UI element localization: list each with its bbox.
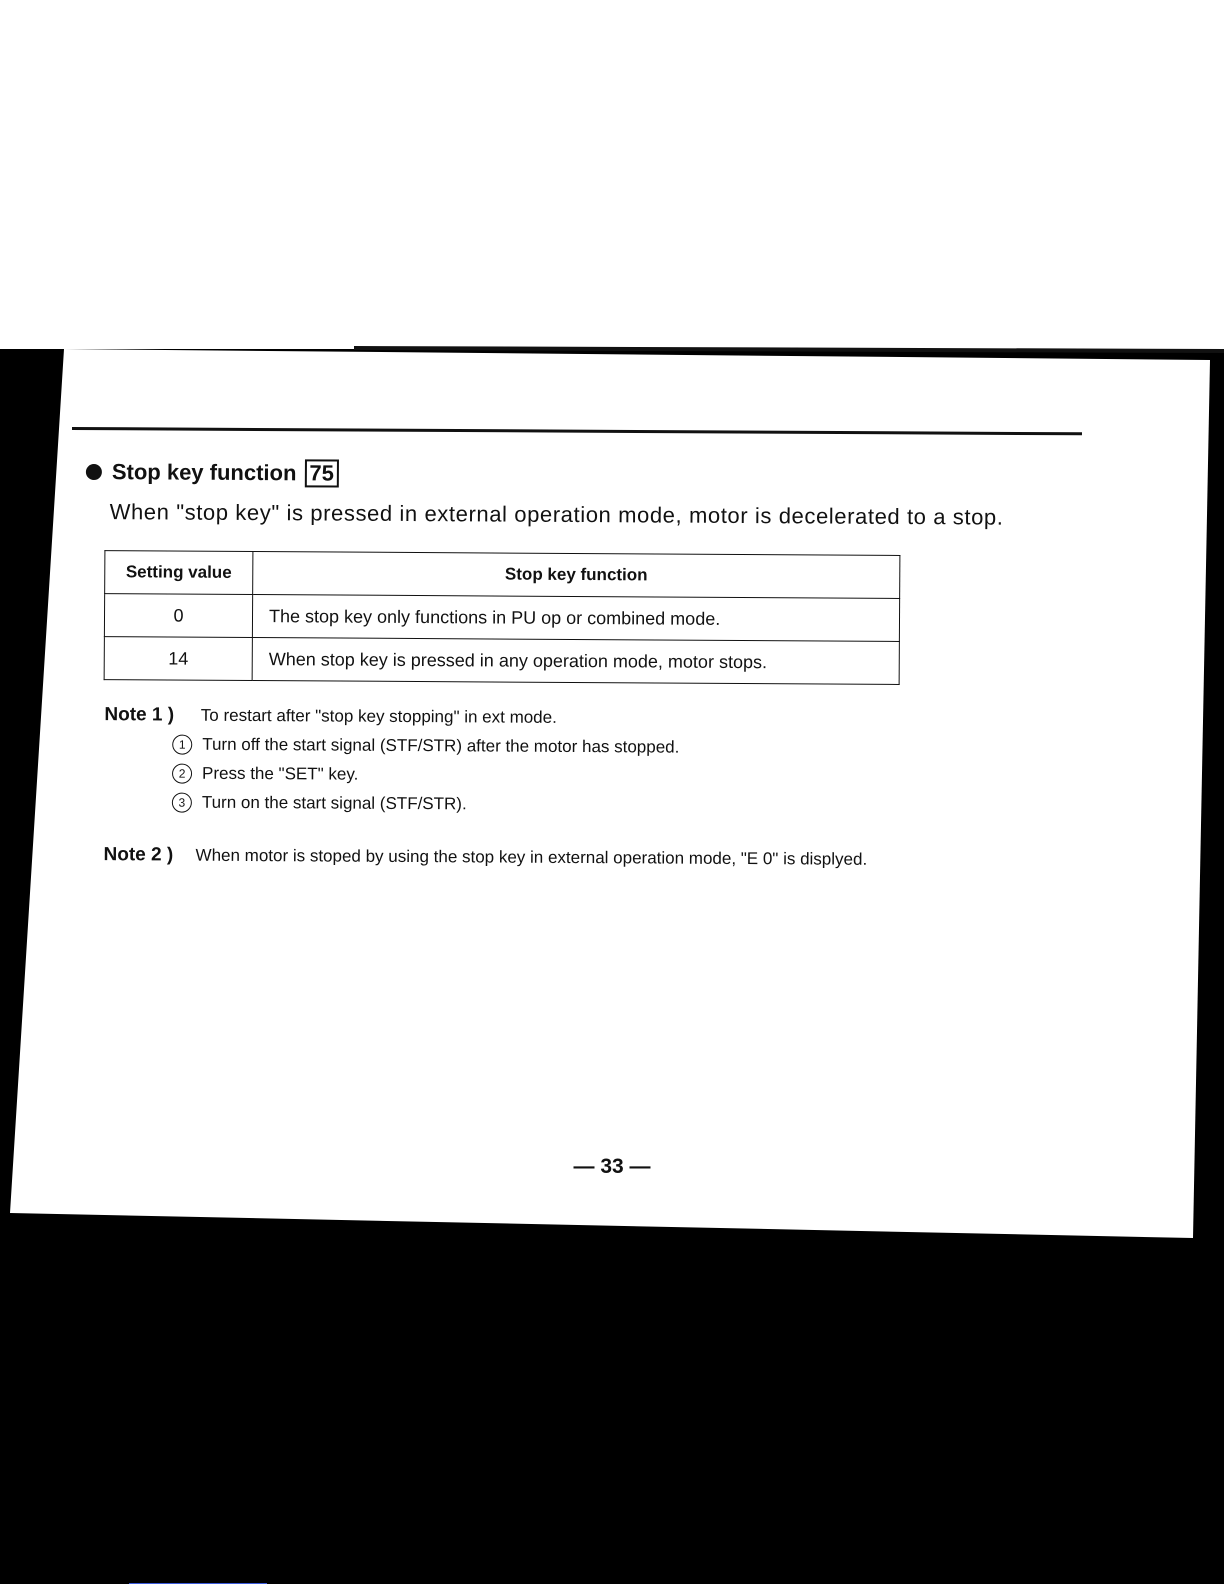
- step-number: 1: [172, 734, 192, 754]
- note-1-text: To restart after "stop key stopping" in ext mode.: [200, 705, 557, 727]
- page-number: — 33 —: [573, 1155, 651, 1178]
- note-1: [104, 700, 1085, 822]
- table-cell-function: The stop key only functions in PU op or combined mode.: [252, 595, 899, 642]
- note-1-steps: [172, 730, 1085, 823]
- table-cell-value: 14: [104, 637, 252, 681]
- list-item: [172, 788, 1084, 823]
- note-1-label: Note 1 ): [104, 704, 175, 726]
- step-text: Press the "SET" key.: [202, 763, 359, 784]
- step-text: Turn on the start signal (STF/STR).: [201, 792, 467, 814]
- table-cell-function: When stop key is pressed in any operation mode, motor stops.: [252, 638, 899, 685]
- table-header-setting-value: Setting value: [105, 551, 253, 595]
- table-header-stop-key-function: Stop key function: [253, 552, 900, 599]
- section-content: [83, 455, 1086, 875]
- note-2-text: When motor is stoped by using the stop key in external operation mode, "E 0" is displyed.: [195, 845, 868, 869]
- section-heading: [86, 455, 1086, 495]
- stop-key-table: [104, 550, 901, 685]
- step-text: Turn off the start signal (STF/STR) after the motor has stopped.: [202, 734, 680, 757]
- note-2: [103, 840, 1083, 875]
- bullet-icon: [86, 464, 102, 480]
- step-number: 3: [172, 792, 192, 812]
- note-2-label: Note 2 ): [103, 844, 174, 866]
- table-header-row: [105, 551, 900, 599]
- table-cell-value: 0: [104, 594, 252, 638]
- section-intro: When "stop key" is pressed in external operation mode, motor is decelerated to a stop.: [109, 499, 1004, 530]
- table-row: [104, 637, 899, 685]
- table-row: [104, 594, 899, 642]
- step-number: 2: [172, 763, 192, 783]
- param-number: 75: [304, 459, 339, 487]
- section-title: Stop key function: [111, 459, 297, 486]
